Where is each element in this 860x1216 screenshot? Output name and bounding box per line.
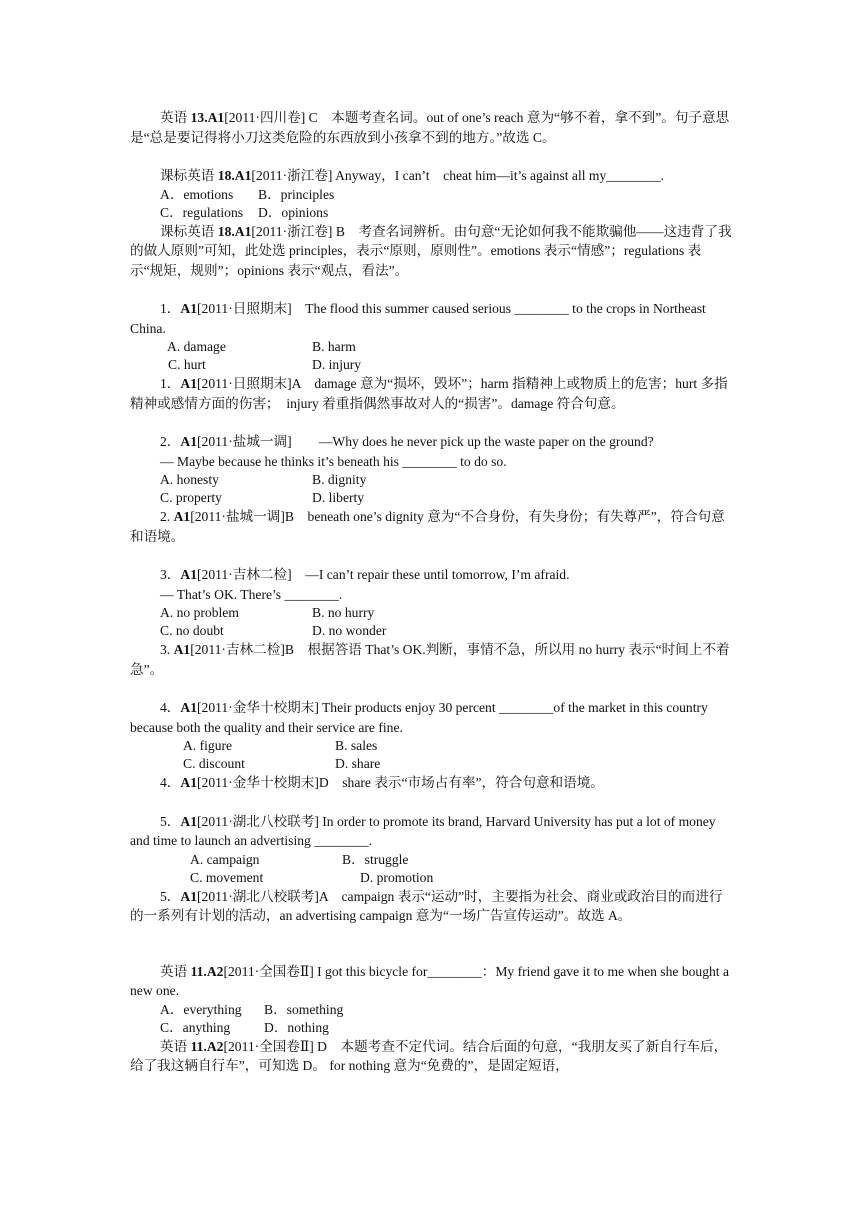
answer-option: D. liberty: [312, 490, 365, 505]
option-row: [130, 489, 732, 507]
paragraph-gap: [130, 280, 732, 299]
answer-option: C. movement: [190, 869, 264, 885]
text-run: 5．: [160, 813, 181, 829]
option-row: [130, 622, 732, 640]
text-run: [2011·四川卷] C 本题考查名词。out of one’s reach 意为“够不着，拿不到”。句子意思是“总是要记得将小刀这类危险的东西放到小孩拿不到的地方。”故选 C。: [130, 110, 730, 145]
paragraph: [130, 1037, 732, 1076]
answer-option: A. campaign: [190, 851, 260, 867]
text-run: [2011·浙江卷] Anyway，I can’t cheat him—it’s against all my________.: [251, 168, 665, 183]
text-run: 2．: [160, 434, 181, 449]
question-code: A1: [180, 813, 198, 829]
answer-option: A．emotions: [160, 186, 234, 202]
answer-option: B．principles: [258, 186, 335, 202]
answer-option: B. harm: [312, 339, 356, 354]
text-run: 课标英语: [160, 223, 218, 239]
paragraph-gap: [130, 147, 732, 166]
answer-option: A. honesty: [160, 472, 219, 487]
text-run: [2011·全国卷Ⅱ] D 本题考查不定代词。结合后面的句意，“我朋友买了新自行车后，给了我这辆自行车”，可知选 D。 for nothing 意为“免费的”，是固定短语，: [130, 1038, 728, 1073]
answer-option: A. damage: [167, 339, 226, 354]
question-code: 11.A2: [190, 1038, 224, 1054]
answer-option: D. no wonder: [312, 623, 387, 638]
text-run: [2011·金华十校期末]D share 表示“市场占有率”，符合句意和语境。: [197, 775, 604, 790]
question-code: A1: [180, 434, 198, 449]
answer-option: D．opinions: [258, 204, 329, 220]
question-code: 11.A2: [190, 963, 224, 979]
question-code: A1: [180, 376, 198, 391]
answer-option: C. discount: [183, 756, 245, 771]
answer-option: A. no problem: [160, 605, 239, 620]
option-row: [130, 604, 732, 622]
text-run: — Maybe because he thinks it’s beneath his ________ to do so.: [160, 453, 507, 469]
text-run: 3.: [160, 642, 174, 657]
text-run: 英语: [160, 110, 191, 125]
question-code: A1: [173, 509, 191, 524]
text-run: [2011·吉林二检] —I can’t repair these until tomorrow, I’m afraid.: [197, 567, 570, 582]
paragraph: [130, 108, 732, 147]
text-run: 1．: [160, 301, 181, 316]
paragraph-gap: [130, 793, 732, 812]
question-code: 13.A1: [190, 110, 225, 125]
answer-option: C. no doubt: [160, 623, 224, 638]
text-run: [2011·盐城一调] —Why does he never pick up the waste paper on the ground?: [197, 434, 654, 449]
text-run: [2011·金华十校期末] Their products enjoy 30 percent ________of the market in this country because both the quality and their service are fine.: [130, 700, 708, 735]
option-row: [130, 755, 732, 773]
text-run: 4．: [160, 700, 181, 715]
question-code: 18.A1: [217, 168, 252, 183]
paragraph-gap: [130, 546, 732, 565]
answer-option: B. dignity: [312, 472, 367, 487]
option-row: [130, 204, 732, 222]
paragraph: [130, 432, 732, 452]
text-run: — That’s OK. There’s ________.: [160, 586, 343, 602]
option-row: [130, 851, 732, 869]
question-code: A1: [180, 700, 198, 715]
paragraph-gap: [130, 413, 732, 432]
option-row: [130, 1001, 732, 1019]
paragraph: [130, 452, 732, 472]
option-row: [130, 737, 732, 755]
answer-option: D. share: [335, 756, 381, 771]
paragraph: [130, 507, 732, 546]
answer-option: D. injury: [312, 357, 362, 372]
paragraph: [130, 374, 732, 413]
text-run: [2011·全国卷Ⅱ] I got this bicycle for________：My friend gave it to me when she bought a new one.: [130, 963, 730, 998]
paragraph: [130, 299, 732, 338]
option-row: [130, 338, 732, 356]
text-run: [2011·盐城一调]B beneath one’s dignity 意为“不合身份，有失身份；有失尊严”，符合句意和语境。: [130, 509, 725, 544]
text-run: [2011·日照期末]A damage 意为“损坏，毁坏”；harm 指精神上或物质上的危害；hurt 多指精神或感情方面的伤害； injury 着重指偶然事故对人的“损害”。damage 符合句意。: [130, 376, 728, 411]
answer-option: B. no hurry: [312, 605, 375, 620]
answer-option: C. property: [160, 490, 222, 505]
text-run: 5．: [160, 888, 181, 904]
text-run: [2011·日照期末] The flood this summer caused serious ________ to the crops in Northeast China.: [130, 301, 706, 336]
text-run: 英语: [160, 1038, 191, 1054]
text-run: [2011·湖北八校联考]A campaign 表示“运动”时，主要指为社会、商业或政治目的而进行的一系列有计划的活动，an advertising campaign 意为“一场广告宣传运动”。故选 A。: [130, 888, 723, 923]
answer-option: C. hurt: [168, 357, 206, 372]
answer-option: B．struggle: [342, 851, 409, 867]
paragraph-gap: [130, 926, 732, 962]
paragraph-gap: [130, 679, 732, 698]
paragraph: [130, 565, 732, 585]
question-code: A1: [180, 888, 198, 904]
paragraph: [130, 698, 732, 737]
option-row: [130, 356, 732, 374]
paragraph: [130, 812, 732, 851]
text-run: 2.: [160, 509, 174, 524]
option-row: [130, 869, 732, 887]
paragraph: [130, 585, 732, 605]
question-code: A1: [180, 775, 198, 790]
text-run: 4．: [160, 775, 181, 790]
answer-option: C．anything: [160, 1019, 231, 1035]
option-row: [130, 1019, 732, 1037]
answer-option: C．regulations: [160, 204, 244, 220]
document-body: [130, 108, 732, 1076]
text-run: 3．: [160, 567, 181, 582]
text-run: 1．: [160, 376, 181, 391]
paragraph: [130, 640, 732, 679]
answer-option: A. figure: [183, 738, 233, 753]
answer-option: B. sales: [335, 738, 378, 753]
question-code: A1: [180, 567, 198, 582]
answer-option: D. promotion: [360, 869, 434, 885]
question-code: A1: [180, 301, 198, 316]
option-row: [130, 471, 732, 489]
paragraph: [130, 222, 732, 281]
text-run: 课标英语: [160, 168, 218, 183]
text-run: 英语: [160, 963, 191, 979]
question-code: 18.A1: [217, 223, 252, 239]
paragraph: [130, 773, 732, 793]
answer-option: B．something: [264, 1001, 344, 1017]
paragraph: [130, 887, 732, 926]
text-run: [2011·吉林二检]B 根据答语 That’s OK.判断，事情不急，所以用 no hurry 表示“时间上不着急”。: [130, 642, 730, 677]
question-code: A1: [173, 642, 191, 657]
paragraph: [130, 962, 732, 1001]
text-run: [2011·浙江卷] B 考查名词辨析。由句意“无论如何我不能欺骗他——这违背了我的做人原则”可知，此处选 principles，表示“原则，原则性”。emotions 表示“情感”；regulations 表示“规矩，规则”；opinions 表示“观点，看法”。: [130, 223, 732, 278]
option-row: [130, 186, 732, 204]
answer-option: D．nothing: [264, 1019, 329, 1035]
answer-option: A．everything: [160, 1001, 242, 1017]
text-run: [2011·湖北八校联考] In order to promote its brand, Harvard University has put a lot of money and time to launch an advertising ________.: [130, 813, 716, 848]
paragraph: [130, 166, 732, 186]
